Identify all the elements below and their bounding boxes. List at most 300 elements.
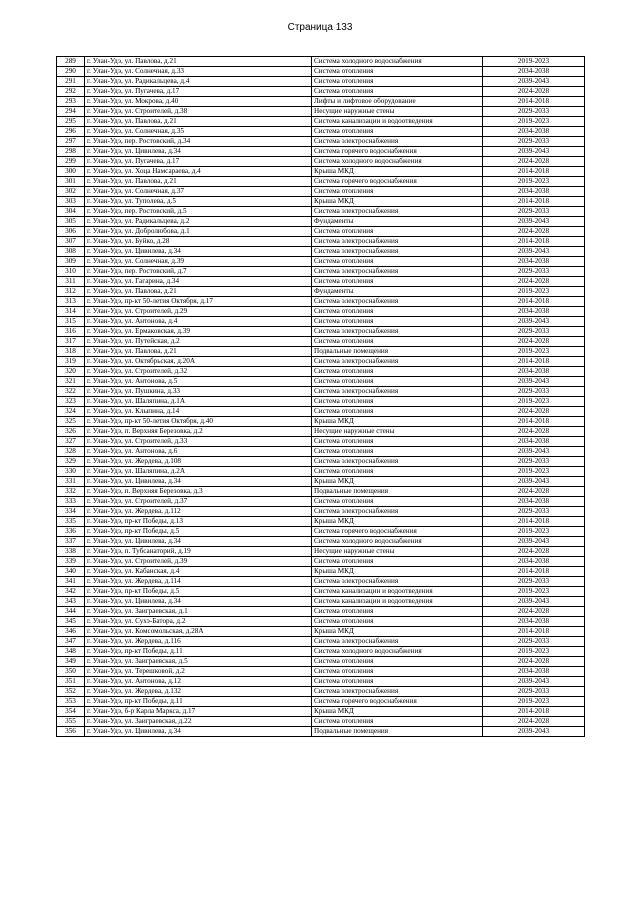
address-cell: г. Улан-Удэ, ул. Шаляпина, д.1А <box>85 397 312 407</box>
period-cell: 2019-2023 <box>483 177 585 187</box>
period-cell: 2019-2023 <box>483 57 585 67</box>
row-number-cell: 296 <box>57 127 85 137</box>
row-number-cell: 339 <box>57 557 85 567</box>
work-type-cell: Система отопления <box>312 677 483 687</box>
work-type-cell: Система канализации и водоотведения <box>312 587 483 597</box>
work-type-cell: Крыша МКД <box>312 567 483 577</box>
work-type-cell: Система отопления <box>312 717 483 727</box>
address-cell: г. Улан-Удэ, ул. Мокрова, д.40 <box>85 97 312 107</box>
address-cell: г. Улан-Удэ, ул. Туполева, д.5 <box>85 197 312 207</box>
period-cell: 2024-2028 <box>483 157 585 167</box>
row-number-cell: 324 <box>57 407 85 417</box>
period-cell: 2014-2018 <box>483 707 585 717</box>
work-type-cell: Система электроснабжения <box>312 297 483 307</box>
work-type-cell: Система электроснабжения <box>312 637 483 647</box>
work-type-cell: Система отопления <box>312 367 483 377</box>
period-cell: 2014-2018 <box>483 627 585 637</box>
address-cell: г. Улан-Удэ, ул. Павлова, д.21 <box>85 287 312 297</box>
address-cell: г. Улан-Удэ, ул. Антонова, д.5 <box>85 377 312 387</box>
table-row <box>57 297 585 307</box>
address-cell: г. Улан-Удэ, ул. Строителей, д.29 <box>85 307 312 317</box>
row-number-cell: 335 <box>57 517 85 527</box>
table-row <box>57 257 585 267</box>
table-row <box>57 657 585 667</box>
work-type-cell: Система холодного водоснабжения <box>312 157 483 167</box>
table-row <box>57 327 585 337</box>
period-cell: 2019-2023 <box>483 467 585 477</box>
row-number-cell: 306 <box>57 227 85 237</box>
row-number-cell: 342 <box>57 587 85 597</box>
work-type-cell: Несущие наружные стены <box>312 547 483 557</box>
work-type-cell: Система электроснабжения <box>312 267 483 277</box>
period-cell: 2029-2033 <box>483 457 585 467</box>
work-type-cell: Система электроснабжения <box>312 247 483 257</box>
row-number-cell: 351 <box>57 677 85 687</box>
address-cell: г. Улан-Удэ, ул. Кабанская, д.4 <box>85 567 312 577</box>
row-number-cell: 320 <box>57 367 85 377</box>
table-row <box>57 637 585 647</box>
table-row <box>57 277 585 287</box>
row-number-cell: 334 <box>57 507 85 517</box>
row-number-cell: 317 <box>57 337 85 347</box>
table-row <box>57 697 585 707</box>
work-type-cell: Система отопления <box>312 657 483 667</box>
table-row <box>57 487 585 497</box>
row-number-cell: 344 <box>57 607 85 617</box>
address-cell: г. Улан-Удэ, ул. Солнечная, д.39 <box>85 257 312 267</box>
period-cell: 2024-2028 <box>483 277 585 287</box>
period-cell: 2034-2038 <box>483 257 585 267</box>
address-cell: г. Улан-Удэ, пр-кт Победы, д.5 <box>85 527 312 537</box>
table-row <box>57 667 585 677</box>
period-cell: 2014-2018 <box>483 237 585 247</box>
address-cell: г. Улан-Удэ, б-р Карла Маркса, д.17 <box>85 707 312 717</box>
row-number-cell: 314 <box>57 307 85 317</box>
work-type-cell: Система электроснабжения <box>312 327 483 337</box>
address-cell: г. Улан-Удэ, ул. Павлова, д.21 <box>85 177 312 187</box>
period-cell: 2024-2028 <box>483 407 585 417</box>
address-cell: г. Улан-Удэ, ул. Жердева, д.112 <box>85 507 312 517</box>
row-number-cell: 329 <box>57 457 85 467</box>
period-cell: 2034-2038 <box>483 187 585 197</box>
row-number-cell: 340 <box>57 567 85 577</box>
period-cell: 2014-2018 <box>483 297 585 307</box>
address-cell: г. Улан-Удэ, ул. Заиграевская, д.1 <box>85 607 312 617</box>
address-cell: г. Улан-Удэ, п. Тубсанаторий, д.19 <box>85 547 312 557</box>
row-number-cell: 315 <box>57 317 85 327</box>
table-row <box>57 707 585 717</box>
period-cell: 2029-2033 <box>483 577 585 587</box>
period-cell: 2039-2043 <box>483 727 585 737</box>
work-type-cell: Система отопления <box>312 337 483 347</box>
work-type-cell: Фундаменты <box>312 287 483 297</box>
address-cell: г. Улан-Удэ, ул. Антонова, д.6 <box>85 447 312 457</box>
row-number-cell: 354 <box>57 707 85 717</box>
table-row <box>57 237 585 247</box>
row-number-cell: 293 <box>57 97 85 107</box>
row-number-cell: 353 <box>57 697 85 707</box>
period-cell: 2014-2018 <box>483 197 585 207</box>
work-type-cell: Крыша МКД <box>312 517 483 527</box>
period-cell: 2029-2033 <box>483 637 585 647</box>
period-cell: 2029-2033 <box>483 267 585 277</box>
address-cell: г. Улан-Удэ, пер. Ростовский, д.5 <box>85 207 312 217</box>
table-row <box>57 117 585 127</box>
address-cell: г. Улан-Удэ, ул. Цивилева, д.34 <box>85 477 312 487</box>
row-number-cell: 333 <box>57 497 85 507</box>
row-number-cell: 321 <box>57 377 85 387</box>
table-row <box>57 457 585 467</box>
period-cell: 2024-2028 <box>483 337 585 347</box>
period-cell: 2039-2043 <box>483 77 585 87</box>
period-cell: 2024-2028 <box>483 717 585 727</box>
table-row <box>57 97 585 107</box>
row-number-cell: 313 <box>57 297 85 307</box>
period-cell: 2034-2038 <box>483 437 585 447</box>
work-type-cell: Система отопления <box>312 187 483 197</box>
period-cell: 2019-2023 <box>483 697 585 707</box>
period-cell: 2014-2018 <box>483 517 585 527</box>
period-cell: 2019-2023 <box>483 647 585 657</box>
table-row <box>57 427 585 437</box>
period-cell: 2034-2038 <box>483 67 585 77</box>
work-type-cell: Крыша МКД <box>312 627 483 637</box>
address-cell: г. Улан-Удэ, ул. Терешковой, д.2 <box>85 667 312 677</box>
work-type-cell: Система холодного водоснабжения <box>312 537 483 547</box>
work-type-cell: Система отопления <box>312 407 483 417</box>
row-number-cell: 341 <box>57 577 85 587</box>
row-number-cell: 290 <box>57 67 85 77</box>
table-row <box>57 347 585 357</box>
table-row <box>57 267 585 277</box>
row-number-cell: 325 <box>57 417 85 427</box>
capital-repair-table <box>56 56 585 737</box>
table-row <box>57 167 585 177</box>
work-type-cell: Система канализации и водоотведения <box>312 597 483 607</box>
work-type-cell: Система электроснабжения <box>312 577 483 587</box>
row-number-cell: 302 <box>57 187 85 197</box>
address-cell: г. Улан-Удэ, ул. Цивилева, д.34 <box>85 147 312 157</box>
table-row <box>57 527 585 537</box>
work-type-cell: Система электроснабжения <box>312 357 483 367</box>
table-row <box>57 577 585 587</box>
work-type-cell: Крыша МКД <box>312 197 483 207</box>
period-cell: 2024-2028 <box>483 427 585 437</box>
address-cell: г. Улан-Удэ, п. Верхняя Березовка, д.3 <box>85 487 312 497</box>
row-number-cell: 309 <box>57 257 85 267</box>
work-type-cell: Система отопления <box>312 437 483 447</box>
work-type-cell: Система горячего водоснабжения <box>312 177 483 187</box>
work-type-cell: Система отопления <box>312 467 483 477</box>
row-number-cell: 349 <box>57 657 85 667</box>
table-row <box>57 447 585 457</box>
row-number-cell: 289 <box>57 57 85 67</box>
address-cell: г. Улан-Удэ, ул. Павлова, д.21 <box>85 347 312 357</box>
period-cell: 2034-2038 <box>483 557 585 567</box>
work-type-cell: Система электроснабжения <box>312 687 483 697</box>
table-row <box>57 247 585 257</box>
address-cell: г. Улан-Удэ, пр-кт Победы, д.11 <box>85 647 312 657</box>
period-cell: 2014-2018 <box>483 357 585 367</box>
address-cell: г. Улан-Удэ, ул. Пугачева, д.17 <box>85 87 312 97</box>
table-row <box>57 437 585 447</box>
work-type-cell: Система отопления <box>312 607 483 617</box>
period-cell: 2024-2028 <box>483 657 585 667</box>
row-number-cell: 355 <box>57 717 85 727</box>
work-type-cell: Система электроснабжения <box>312 237 483 247</box>
row-number-cell: 331 <box>57 477 85 487</box>
address-cell: г. Улан-Удэ, ул. Строителей, д.33 <box>85 437 312 447</box>
address-cell: г. Улан-Удэ, ул. Пушкина, д.33 <box>85 387 312 397</box>
address-cell: г. Улан-Удэ, ул. Комсомольская, д.28А <box>85 627 312 637</box>
table-row <box>57 197 585 207</box>
table-row <box>57 137 585 147</box>
work-type-cell: Система отопления <box>312 127 483 137</box>
work-type-cell: Система отопления <box>312 497 483 507</box>
period-cell: 2024-2028 <box>483 487 585 497</box>
period-cell: 2019-2023 <box>483 287 585 297</box>
table-row <box>57 387 585 397</box>
address-cell: г. Улан-Удэ, ул. Солнечная, д.35 <box>85 127 312 137</box>
row-number-cell: 299 <box>57 157 85 167</box>
row-number-cell: 323 <box>57 397 85 407</box>
row-number-cell: 347 <box>57 637 85 647</box>
address-cell: г. Улан-Удэ, ул. Цивилева, д.34 <box>85 727 312 737</box>
work-type-cell: Подвальные помещения <box>312 347 483 357</box>
table-row <box>57 647 585 657</box>
period-cell: 2029-2033 <box>483 687 585 697</box>
period-cell: 2014-2018 <box>483 97 585 107</box>
row-number-cell: 292 <box>57 87 85 97</box>
address-cell: г. Улан-Удэ, ул. Жердева, д.116 <box>85 637 312 647</box>
address-cell: г. Улан-Удэ, ул. Буйко, д.28 <box>85 237 312 247</box>
period-cell: 2039-2043 <box>483 217 585 227</box>
address-cell: г. Улан-Удэ, ул. Радикальцева, д.2 <box>85 217 312 227</box>
address-cell: г. Улан-Удэ, пр-кт Победы, д.13 <box>85 517 312 527</box>
work-type-cell: Система отопления <box>312 617 483 627</box>
table-row <box>57 587 585 597</box>
row-number-cell: 316 <box>57 327 85 337</box>
row-number-cell: 326 <box>57 427 85 437</box>
work-type-cell: Несущие наружные стены <box>312 427 483 437</box>
work-type-cell: Лифты и лифтовое оборудование <box>312 97 483 107</box>
row-number-cell: 291 <box>57 77 85 87</box>
period-cell: 2024-2028 <box>483 87 585 97</box>
table-row <box>57 607 585 617</box>
work-type-cell: Система отопления <box>312 377 483 387</box>
period-cell: 2039-2043 <box>483 537 585 547</box>
address-cell: г. Улан-Удэ, ул. Антонова, д.4 <box>85 317 312 327</box>
row-number-cell: 350 <box>57 667 85 677</box>
period-cell: 2019-2023 <box>483 117 585 127</box>
table-row <box>57 317 585 327</box>
address-cell: г. Улан-Удэ, пр-кт Победы, д.11 <box>85 697 312 707</box>
work-type-cell: Крыша МКД <box>312 167 483 177</box>
table-row <box>57 517 585 527</box>
table-row <box>57 157 585 167</box>
row-number-cell: 337 <box>57 537 85 547</box>
row-number-cell: 297 <box>57 137 85 147</box>
row-number-cell: 312 <box>57 287 85 297</box>
work-type-cell: Система отопления <box>312 257 483 267</box>
row-number-cell: 300 <box>57 167 85 177</box>
table-row <box>57 567 585 577</box>
table-row <box>57 337 585 347</box>
table-row <box>57 467 585 477</box>
table-row <box>57 627 585 637</box>
address-cell: г. Улан-Удэ, ул. Павлова, д.21 <box>85 117 312 127</box>
table-row <box>57 127 585 137</box>
work-type-cell: Система канализации и водоотведения <box>312 117 483 127</box>
work-type-cell: Система электроснабжения <box>312 387 483 397</box>
work-type-cell: Система электроснабжения <box>312 207 483 217</box>
address-cell: г. Улан-Удэ, ул. Октябрьская, д.20А <box>85 357 312 367</box>
row-number-cell: 301 <box>57 177 85 187</box>
row-number-cell: 308 <box>57 247 85 257</box>
table-row <box>57 417 585 427</box>
work-type-cell: Крыша МКД <box>312 707 483 717</box>
row-number-cell: 305 <box>57 217 85 227</box>
period-cell: 2039-2043 <box>483 677 585 687</box>
work-type-cell: Система горячего водоснабжения <box>312 147 483 157</box>
work-type-cell: Крыша МКД <box>312 477 483 487</box>
period-cell: 2039-2043 <box>483 477 585 487</box>
address-cell: г. Улан-Удэ, пер. Ростовский, д.34 <box>85 137 312 147</box>
period-cell: 2019-2023 <box>483 527 585 537</box>
period-cell: 2039-2043 <box>483 147 585 157</box>
table-row <box>57 397 585 407</box>
table-row <box>57 147 585 157</box>
work-type-cell: Система электроснабжения <box>312 457 483 467</box>
row-number-cell: 348 <box>57 647 85 657</box>
address-cell: г. Улан-Удэ, ул. Цивилева, д.34 <box>85 537 312 547</box>
row-number-cell: 332 <box>57 487 85 497</box>
row-number-cell: 345 <box>57 617 85 627</box>
period-cell: 2014-2018 <box>483 167 585 177</box>
address-cell: г. Улан-Удэ, ул. Сухэ-Батора, д.2 <box>85 617 312 627</box>
address-cell: г. Улан-Удэ, ул. Цивилева, д.34 <box>85 597 312 607</box>
period-cell: 2034-2038 <box>483 617 585 627</box>
period-cell: 2034-2038 <box>483 497 585 507</box>
work-type-cell: Система электроснабжения <box>312 507 483 517</box>
row-number-cell: 318 <box>57 347 85 357</box>
period-cell: 2039-2043 <box>483 317 585 327</box>
address-cell: г. Улан-Удэ, ул. Строителей, д.32 <box>85 367 312 377</box>
table-row <box>57 177 585 187</box>
table-row <box>57 77 585 87</box>
address-cell: г. Улан-Удэ, ул. Строителей, д.37 <box>85 497 312 507</box>
period-cell: 2039-2043 <box>483 597 585 607</box>
table-row <box>57 717 585 727</box>
period-cell: 2014-2018 <box>483 417 585 427</box>
work-type-cell: Крыша МКД <box>312 417 483 427</box>
address-cell: г. Улан-Удэ, пр-кт Победы, д.5 <box>85 587 312 597</box>
table-row <box>57 367 585 377</box>
period-cell: 2034-2038 <box>483 307 585 317</box>
table-row <box>57 507 585 517</box>
table-row <box>57 727 585 737</box>
address-cell: г. Улан-Удэ, ул. Радикальцева, д.4 <box>85 77 312 87</box>
address-cell: г. Улан-Удэ, пр-кт 50-летия Октября, д.17 <box>85 297 312 307</box>
address-cell: г. Улан-Удэ, ул. Пугачева, д.17 <box>85 157 312 167</box>
address-cell: г. Улан-Удэ, ул. Жердева, д.132 <box>85 687 312 697</box>
address-cell: г. Улан-Удэ, ул. Цивилева, д.34 <box>85 247 312 257</box>
period-cell: 2024-2028 <box>483 227 585 237</box>
table-row <box>57 497 585 507</box>
period-cell: 2019-2023 <box>483 587 585 597</box>
period-cell: 2024-2028 <box>483 607 585 617</box>
row-number-cell: 307 <box>57 237 85 247</box>
period-cell: 2039-2043 <box>483 247 585 257</box>
work-type-cell: Система отопления <box>312 67 483 77</box>
row-number-cell: 311 <box>57 277 85 287</box>
row-number-cell: 295 <box>57 117 85 127</box>
row-number-cell: 303 <box>57 197 85 207</box>
address-cell: г. Улан-Удэ, ул. Клыпина, д.14 <box>85 407 312 417</box>
work-type-cell: Система электроснабжения <box>312 137 483 147</box>
table-row <box>57 307 585 317</box>
table-row <box>57 107 585 117</box>
row-number-cell: 304 <box>57 207 85 217</box>
period-cell: 2019-2023 <box>483 397 585 407</box>
address-cell: г. Улан-Удэ, ул. Хоца Намсараева, д.4 <box>85 167 312 177</box>
work-type-cell: Подвальные помещения <box>312 487 483 497</box>
work-type-cell: Система отопления <box>312 557 483 567</box>
table-body <box>57 57 585 737</box>
table-row <box>57 537 585 547</box>
page-title: Страница 133 <box>287 22 353 33</box>
row-number-cell: 322 <box>57 387 85 397</box>
work-type-cell: Система отопления <box>312 317 483 327</box>
work-type-cell: Подвальные помещения <box>312 727 483 737</box>
address-cell: г. Улан-Удэ, ул. Жердева, д.108 <box>85 457 312 467</box>
period-cell: 2019-2023 <box>483 347 585 357</box>
address-cell: г. Улан-Удэ, ул. Строителей, д.39 <box>85 557 312 567</box>
address-cell: г. Улан-Удэ, ул. Антонова, д.12 <box>85 677 312 687</box>
period-cell: 2029-2033 <box>483 137 585 147</box>
table-row <box>57 557 585 567</box>
row-number-cell: 356 <box>57 727 85 737</box>
table-row <box>57 187 585 197</box>
work-type-cell: Система отопления <box>312 227 483 237</box>
period-cell: 2029-2033 <box>483 507 585 517</box>
table-row <box>57 67 585 77</box>
row-number-cell: 336 <box>57 527 85 537</box>
work-type-cell: Система холодного водоснабжения <box>312 57 483 67</box>
work-type-cell: Фундаменты <box>312 217 483 227</box>
table-row <box>57 677 585 687</box>
period-cell: 2039-2043 <box>483 377 585 387</box>
work-type-cell: Система горячего водоснабжения <box>312 527 483 537</box>
table-row <box>57 547 585 557</box>
work-type-cell: Система отопления <box>312 77 483 87</box>
row-number-cell: 330 <box>57 467 85 477</box>
work-type-cell: Система отопления <box>312 667 483 677</box>
row-number-cell: 328 <box>57 447 85 457</box>
period-cell: 2029-2033 <box>483 387 585 397</box>
row-number-cell: 294 <box>57 107 85 117</box>
work-type-cell: Несущие наружные стены <box>312 107 483 117</box>
address-cell: г. Улан-Удэ, ул. Шаляпина, д.2А <box>85 467 312 477</box>
table-row <box>57 597 585 607</box>
table-row <box>57 207 585 217</box>
work-type-cell: Система горячего водоснабжения <box>312 697 483 707</box>
address-cell: г. Улан-Удэ, ул. Путейская, д.2 <box>85 337 312 347</box>
period-cell: 2029-2033 <box>483 107 585 117</box>
table-row <box>57 357 585 367</box>
period-cell: 2034-2038 <box>483 367 585 377</box>
address-cell: г. Улан-Удэ, ул. Ермаковская, д.39 <box>85 327 312 337</box>
